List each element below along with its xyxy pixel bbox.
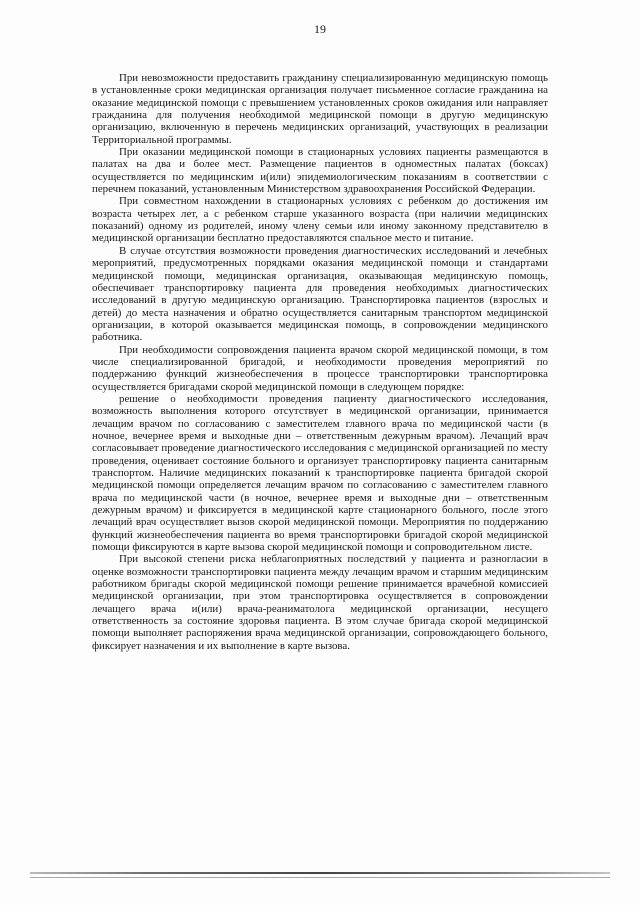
paragraph-patient-transport: В случае отсутствия возможности проведения диагностических исследований и лечебных мероприятий, предусмотренных порядками оказания медицинской помощи и стандартами медицинской помощи, медицинская организация, оказывающая медицинскую помощь, обеспечивает транспортировку пациента для проведения необходимых диагностических исследований в другую медицинскую организацию. Транспортировка пациентов (взрослых и детей) до места назначения и обратно осуществляется санитарным транспортом медицинской организации, в которой оказывается медицинская помощь, в сопровождении медицинского работника.: [92, 244, 548, 344]
paragraph-ambulance-escort: При необходимости сопровождения пациента врачом скорой медицинской помощи, в том числе специализированной бригадой, и необходимости проведения мероприятий по поддержанию функций жизнеобеспечения в процессе транспортировки транспортировка осуществляется бригадами скорой медицинской помощи в следующем порядке:: [92, 343, 548, 393]
paragraph-parent-accommodation: При совместном нахождении в стационарных условиях с ребенком до достижения им возраста четырех лет, а с ребенком старше указанного возраста (при наличии медицинских показаний) одному из родителей, иному члену семьи или иному законному представителю в медицинской организации бесплатно предоставляются спальное место и питание.: [92, 195, 548, 245]
paragraph-high-risk-disagreement: При высокой степени риска неблагоприятных последствий у пациента и разногласии в оценке возможности транспортировки пациента между лечащим врачом и старшим медицинским работником бригады скорой медицинской помощи решение принимается врачебной комиссией медицинской организации, при этом транспортировка осуществляется в сопровождении лечащего врача и(или) врача-реаниматолога медицинской организации, несущего ответственность за состояние здоровья пациента. В этом случае бригада скорой медицинской помощи выполняет распоряжения врача медицинской организации, сопровождающего больного, фиксирует назначения и их выполнение в карте вызова.: [92, 553, 548, 652]
paragraph-ward-placement: При оказании медицинской помощи в стационарных условиях пациенты размещаются в палатах на два и более мест. Размещение пациентов в одноместных палатах (боксах) осуществляется по медицинским и(или) эпидемиологическим показаниям в соответствии с перечнем показаний, установленным Министерством здравоохранения Российской Федерации.: [92, 146, 548, 196]
scan-bottom-rule-thin: [30, 877, 610, 878]
paragraph-specialized-care-deadlines: При невозможности предоставить гражданину специализированную медицинскую помощь в установленные сроки медицинская организация получает письменное согласие гражданина на оказание медицинской помощи с превышением установленных сроков ожидания или направляет гражданина для получения необходимой медицинской помощи в другую медицинскую организацию, включенную в перечень медицинских организаций, участвующих в реализации Территориальной программы.: [92, 72, 548, 146]
scan-bottom-rule: [30, 872, 610, 874]
page-number: 19: [314, 22, 326, 36]
paragraph-transport-decision-procedure: решение о необходимости проведения пациенту диагностического исследования, возможность выполнения которого отсутствует в медицинской организации, принимается лечащим врачом по согласованию с заместителем главного врача по медицинской части (в ночное, вечернее время и выходные дни – ответственным дежурным врачом). Лечащий врач согласовывает проведение диагностического исследования с медицинской организацией по месту проведения, оценивает состояние больного и организует транспортировку пациента санитарным транспортом. Наличие медицинских показаний к транспортировке пациента бригадой скорой медицинской помощи определяется лечащим врачом по согласованию с заместителем главного врача по медицинской части (в ночное, вечернее время и выходные дни – ответственным дежурным врачом) и фиксируется в медицинской карте стационарного больного, после этого лечащий врач осуществляет вызов скорой медицинской помощи. Мероприятия по поддержанию функций жизнеобеспечения пациента во время транспортировки бригадой скорой медицинской помощи фиксируются в карте вызова скорой медицинской помощи и сопроводительном листе.: [92, 392, 548, 554]
page-body: [92, 72, 548, 652]
